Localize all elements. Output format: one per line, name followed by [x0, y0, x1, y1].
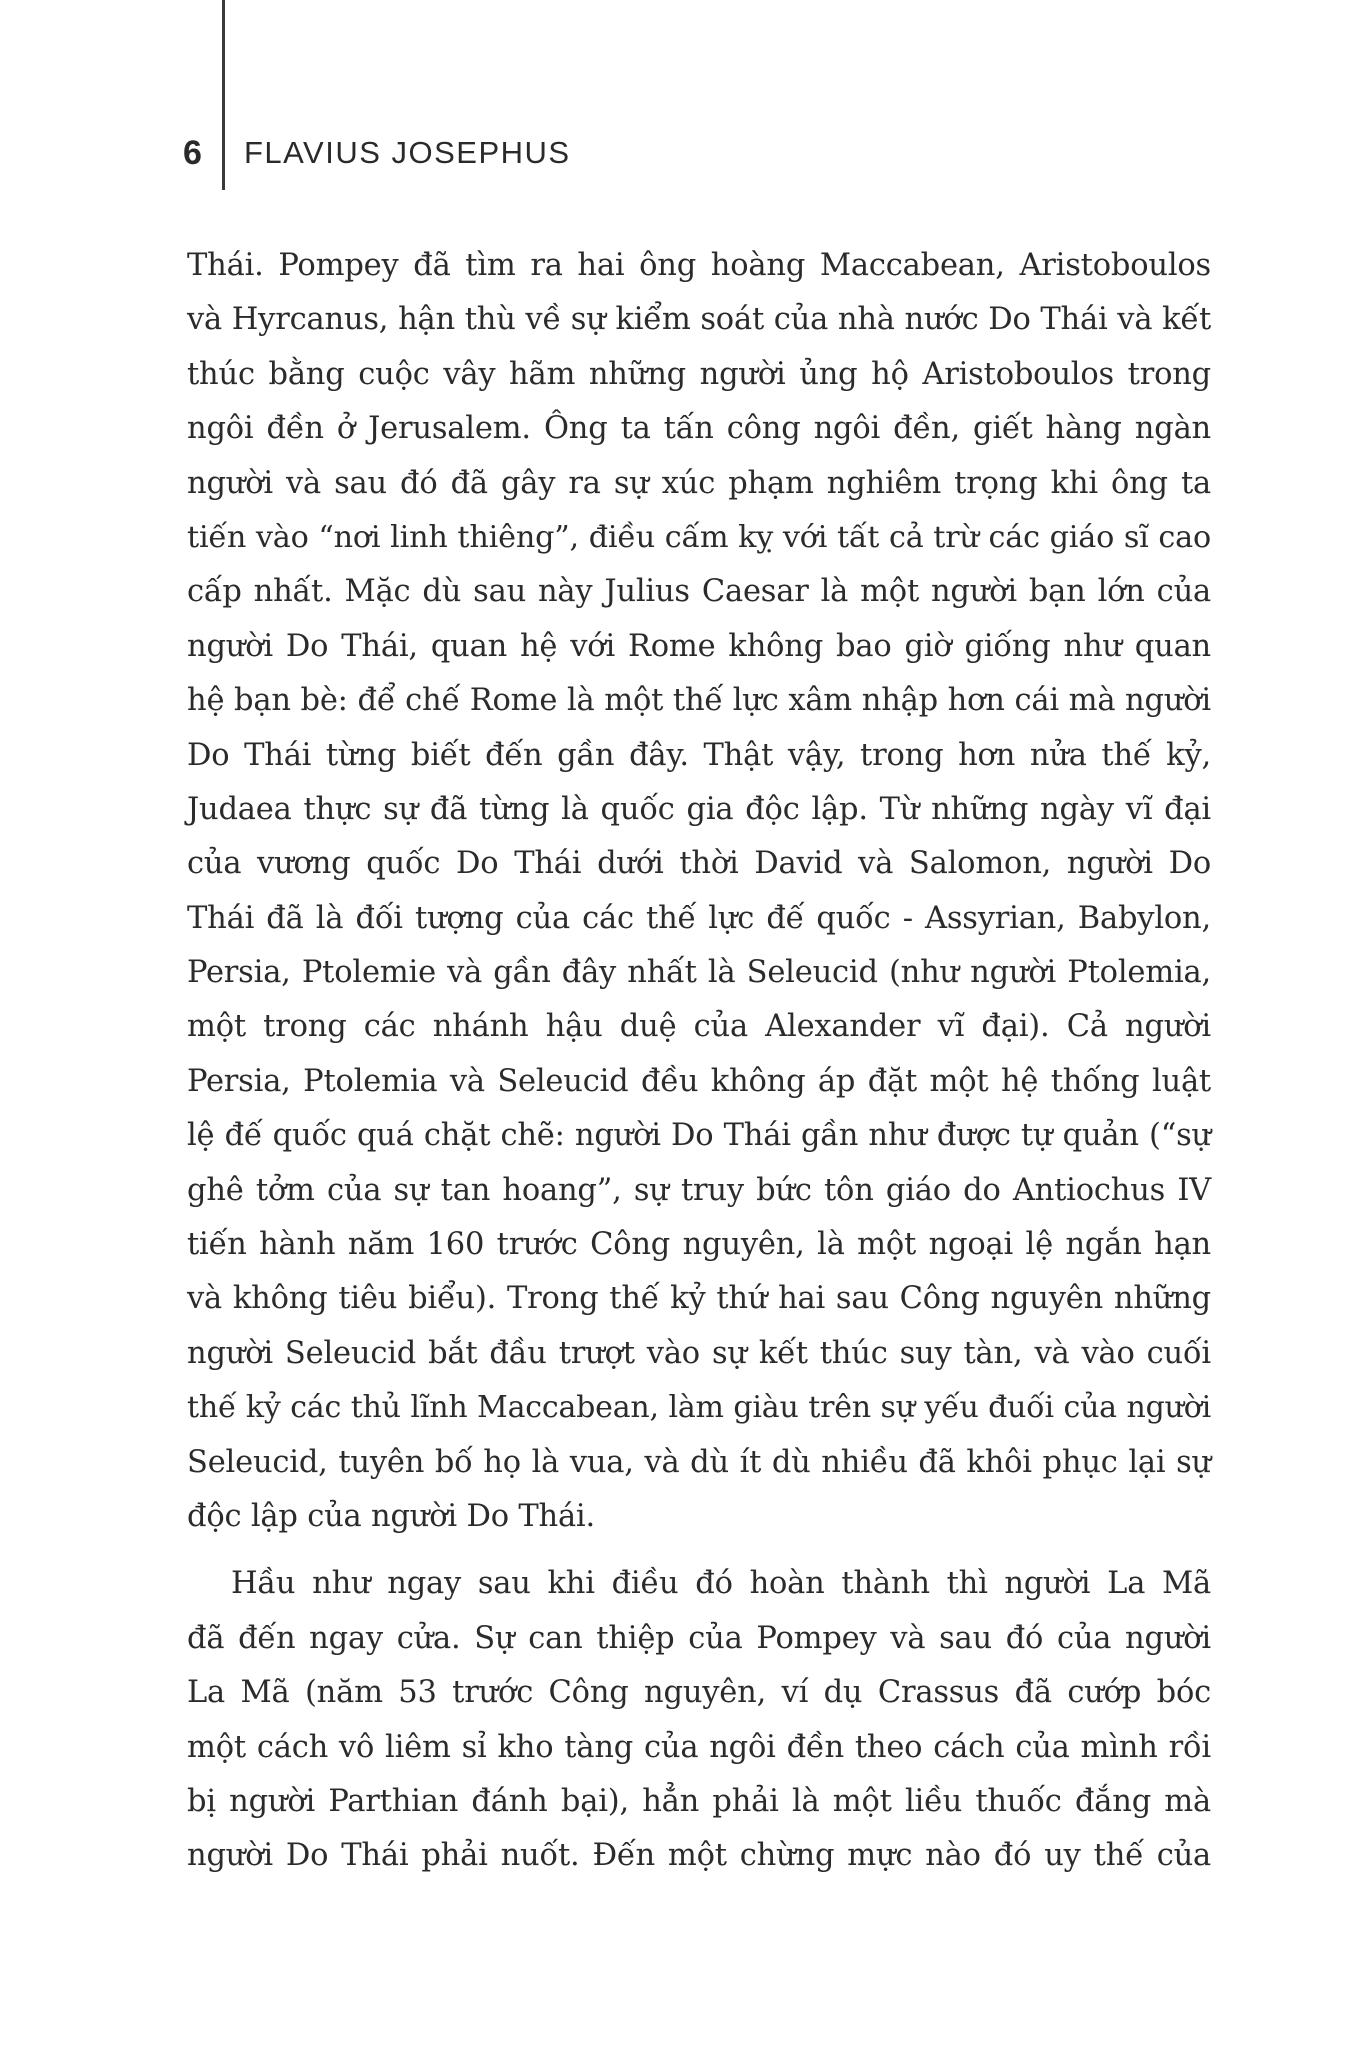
paragraph-gap	[187, 1544, 1211, 1557]
text-line: người Do Thái phải nuốt. Đến một chừng mực nào đó uy thế của	[187, 1838, 1211, 1874]
text-line: cấp nhất. Mặc dù sau này Julius Caesar là một người bạn lớn của	[187, 574, 1211, 610]
text-line: và Hyrcanus, hận thù về sự kiểm soát của nhà nước Do Thái và kết	[187, 302, 1211, 338]
text-line: Judaea thực sự đã từng là quốc gia độc lập. Từ những ngày vĩ đại	[187, 791, 1211, 827]
text-line: tiến vào “nơi linh thiêng”, điều cấm kỵ với tất cả trừ các giáo sĩ cao	[187, 519, 1211, 555]
text-line: và không tiêu biểu). Trong thế kỷ thứ hai sau Công nguyên những	[187, 1281, 1211, 1317]
text-line: Hầu như ngay sau khi điều đó hoàn thành thì người La Mã	[231, 1566, 1211, 1602]
text-line: người Do Thái, quan hệ với Rome không bao giờ giống như quan	[187, 628, 1211, 664]
text-line: Do Thái từng biết đến gần đây. Thật vậy, trong hơn nửa thế kỷ,	[187, 737, 1211, 773]
text-line: một trong các nhánh hậu duệ của Alexander vĩ đại). Cả người	[187, 1009, 1211, 1045]
text-line: lệ đế quốc quá chặt chẽ: người Do Thái gần như được tự quản (“sự	[187, 1118, 1211, 1154]
text-line: tiến hành năm 160 trước Công nguyên, là một ngoại lệ ngắn hạn	[187, 1227, 1211, 1263]
page-number: 6	[183, 134, 202, 172]
running-title: FLAVIUS JOSEPHUS	[244, 135, 571, 170]
text-line: người Seleucid bắt đầu trượt vào sự kết thúc suy tàn, và vào cuối	[187, 1335, 1211, 1371]
text-line: Persia, Ptolemia và Seleucid đều không áp đặt một hệ thống luật	[187, 1063, 1211, 1099]
text-line: Persia, Ptolemie và gần đây nhất là Seleucid (như người Ptolemia,	[187, 955, 1211, 991]
text-line: ghê tởm của sự tan hoang”, sự truy bức tôn giáo do Antiochus IV	[187, 1172, 1211, 1208]
text-line: Seleucid, tuyên bố họ là vua, và dù ít dù nhiều đã khôi phục lại sự	[187, 1444, 1211, 1480]
text-line: độc lập của người Do Thái.	[187, 1498, 595, 1534]
body-text	[187, 239, 1211, 1884]
text-line: thúc bằng cuộc vây hãm những người ủng hộ Aristoboulos trong	[187, 356, 1211, 392]
text-line: bị người Parthian đánh bại), hẳn phải là một liều thuốc đắng mà	[187, 1783, 1211, 1819]
text-line: hệ bạn bè: để chế Rome là một thế lực xâm nhập hơn cái mà người	[187, 683, 1211, 719]
text-line: ngôi đền ở Jerusalem. Ông ta tấn công ngôi đền, giết hàng ngàn	[187, 411, 1211, 447]
paragraph-2	[187, 1557, 1211, 1883]
text-line: thế kỷ các thủ lĩnh Maccabean, làm giàu trên sự yếu đuối của người	[187, 1390, 1211, 1426]
text-line: đã đến ngay cửa. Sự can thiệp của Pompey và sau đó của người	[187, 1620, 1211, 1656]
paragraph-1	[187, 239, 1211, 1544]
text-line: một cách vô liêm sỉ kho tàng của ngôi đền theo cách của mình rồi	[187, 1729, 1211, 1765]
text-line: La Mã (năm 53 trước Công nguyên, ví dụ Crassus đã cướp bóc	[187, 1675, 1211, 1711]
header-vertical-rule	[222, 0, 225, 190]
text-line: của vương quốc Do Thái dưới thời David và Salomon, người Do	[187, 846, 1211, 882]
text-line: người và sau đó đã gây ra sự xúc phạm nghiêm trọng khi ông ta	[187, 465, 1211, 501]
text-line: Thái đã là đối tượng của các thế lực đế quốc - Assyrian, Babylon,	[187, 900, 1211, 936]
text-line: Thái. Pompey đã tìm ra hai ông hoàng Maccabean, Aristoboulos	[187, 248, 1211, 283]
